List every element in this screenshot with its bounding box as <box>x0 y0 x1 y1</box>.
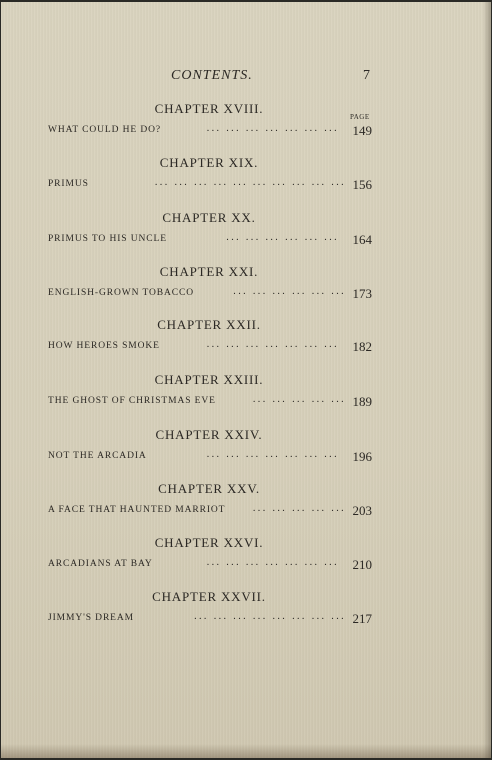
chapter-heading: CHAPTER XXII. <box>157 317 261 332</box>
chapter-title: JIMMY'S DREAM <box>48 613 134 623</box>
chapter-title: PRIMUS <box>48 179 89 189</box>
page-column-label: PAGE <box>350 113 370 121</box>
toc-entry <box>1 589 491 633</box>
running-title: CONTENTS. <box>171 68 253 83</box>
chapter-page: 156 <box>352 177 372 192</box>
running-head <box>1 68 491 90</box>
chapter-heading: CHAPTER XVIII. <box>154 101 264 116</box>
chapter-title: PRIMUS TO HIS UNCLE <box>48 234 167 244</box>
chapter-page: 182 <box>352 339 372 354</box>
toc-entry <box>1 264 491 308</box>
toc-entry <box>1 481 491 525</box>
page-number: 7 <box>363 68 370 83</box>
chapter-title: ENGLISH-GROWN TOBACCO <box>48 288 195 298</box>
chapter-page: 173 <box>352 286 372 301</box>
leader-dots: ... ... ... ... ... ... ... <box>206 123 339 134</box>
chapter-title: WHAT COULD HE DO? <box>48 125 162 135</box>
toc-entry <box>1 101 491 145</box>
toc-entry <box>1 372 491 416</box>
toc-entry <box>1 155 491 199</box>
chapter-page: 196 <box>352 449 372 464</box>
toc-entry <box>1 427 491 471</box>
chapter-heading: CHAPTER XIX. <box>159 155 259 170</box>
chapter-page: 217 <box>352 611 372 626</box>
chapter-page: 210 <box>352 557 372 572</box>
chapter-heading: CHAPTER XX. <box>162 210 256 225</box>
toc-entry <box>1 317 491 361</box>
chapter-heading: CHAPTER XXVII. <box>152 589 266 604</box>
leader-dots: ... ... ... ... ... ... <box>226 232 339 243</box>
chapter-heading: CHAPTER XXIII. <box>154 372 264 387</box>
chapter-heading: CHAPTER XXI. <box>159 264 259 279</box>
leader-dots: ... ... ... ... ... ... ... <box>206 557 339 568</box>
chapter-page: 189 <box>352 394 372 409</box>
chapter-page: 164 <box>352 232 372 247</box>
chapter-heading: CHAPTER XXV. <box>158 481 260 496</box>
chapter-title: A FACE THAT HAUNTED MARRIOT <box>48 505 226 515</box>
leader-dots: ... ... ... ... ... ... ... <box>206 339 339 350</box>
leader-dots: ... ... ... ... ... <box>252 394 346 405</box>
leader-dots: ... ... ... ... ... ... ... ... <box>194 611 346 622</box>
book-page <box>1 2 491 758</box>
chapter-title: ARCADIANS AT BAY <box>48 559 153 569</box>
chapter-title: NOT THE ARCADIA <box>48 451 147 461</box>
chapter-heading: CHAPTER XXVI. <box>154 535 264 550</box>
toc-entry <box>1 535 491 579</box>
leader-dots: ... ... ... ... ... ... <box>233 286 346 297</box>
chapter-title: HOW HEROES SMOKE <box>48 341 160 351</box>
chapter-heading: CHAPTER XXIV. <box>155 427 263 442</box>
toc-entry <box>1 210 491 254</box>
leader-dots: ... ... ... ... ... <box>252 503 346 514</box>
leader-dots: ... ... ... ... ... ... ... <box>206 449 339 460</box>
leader-dots: ... ... ... ... ... ... ... ... ... ... <box>154 177 346 188</box>
chapter-title: THE GHOST OF CHRISTMAS EVE <box>48 396 216 406</box>
chapter-page: 149 <box>352 123 372 138</box>
chapter-page: 203 <box>352 503 372 518</box>
